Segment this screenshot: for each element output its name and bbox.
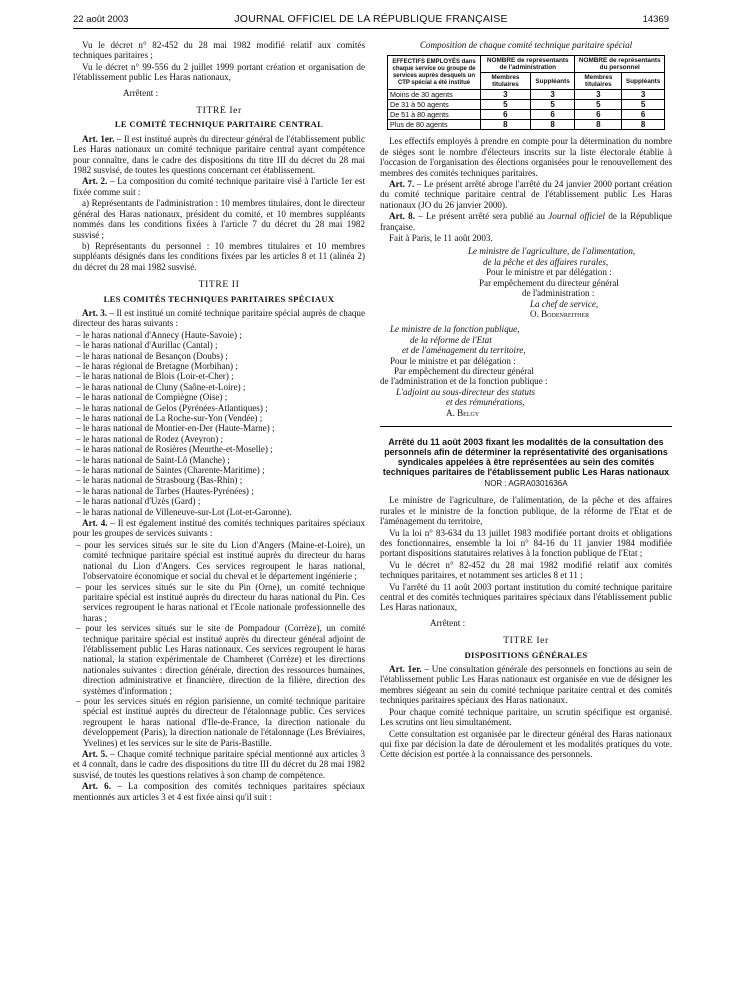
list-item: – le haras national de Blois (Loir-et-Cher) ; xyxy=(76,371,234,382)
nor-reference: NOR : AGRA0301636A xyxy=(484,478,568,488)
signature-block-fonction-publique xyxy=(380,324,672,418)
article-text: – Le présent arrêté abroge l'arrêté du 24 janvier 2000 portant création du comité technique paritaire central de l'établissement public Les Haras nationaux (JO du 26 janvier 2000). xyxy=(380,179,673,210)
section-separator xyxy=(380,426,672,427)
list-item: – pour les services situés sur le site du Pin (Orne), un comité technique paritaire spécial est institué auprès du directeur du haras national du Pin. Ces services regroupent le haras national et l'Ecole nationale professionnelle des haras ; xyxy=(76,581,365,623)
paragraph: Vu l'arrêté du 11 août 2003 portant institution du comité technique paritaire central et des comités techniques paritaires spéciaux dans l'établissement public Les Haras nationaux, xyxy=(380,581,672,613)
list-item: – pour les services situés en région parisienne, un comité technique paritaire spécial est institué auprès du directeur de l'étalonnage public. Ces services regroupent le haras national d'Ile-de-France, la direction nationale du développement (Paris), la direction nationale de l'étalonnage (Les Bréviaires, Yvelines) et les services sur le site de Paris-Bastille. xyxy=(76,695,365,748)
table-cell: Moins de 30 agents xyxy=(388,90,481,100)
titre-subheading: DISPOSITIONS GÉNÉRALES xyxy=(464,649,588,660)
signature-line: Pour le ministre et par délégation : xyxy=(390,355,516,366)
table-cell: 8 xyxy=(622,120,665,130)
article-text: – Il est institué un comité technique paritaire spécial auprès de chaque directeur des haras suivants : xyxy=(73,307,365,329)
titre-heading: TITRE Ier xyxy=(196,105,242,117)
table-header-personnel: NOMBRE de représentants du personnel xyxy=(575,56,665,73)
table-cell: 3 xyxy=(575,90,622,100)
signature-line: et de l'aménagement du territoire, xyxy=(402,345,526,356)
table-row xyxy=(388,90,665,100)
paragraph: Pour chaque comité technique paritaire, un scrutin spécifique est organisé. Les scrutins ont lieu simultanément. xyxy=(380,706,672,728)
list-item: – le haras national de Rodez (Aveyron) ; xyxy=(76,433,224,444)
paragraph: Les effectifs employés à prendre en compte pour la détermination du nombre de sièges sont le nombre d'électeurs inscrits sur la liste électorale établie à l'occasion de l'organisation des élections organisées pour le renouvellement des membres des comités techniques paritaires. xyxy=(380,136,672,178)
list-item: – le haras national de Besançon (Doubs) ; xyxy=(76,350,228,361)
paragraph: Cette consultation est organisée par le directeur général des Haras nationaux qui fixe par décision la date de déroulement et les modalités pratiques du vote. Cette décision est portée à la connaissance des personnels. xyxy=(380,728,672,760)
header-date: 22 août 2003 xyxy=(73,14,129,25)
table-header-row xyxy=(388,56,665,73)
list-item: – le haras national de Cluny (Saône-et-Loire) ; xyxy=(76,381,246,392)
list-item: – le haras national de Gelos (Pyrénées-Atlantiques) ; xyxy=(76,402,268,413)
table-cell: 3 xyxy=(530,90,575,100)
right-column xyxy=(380,40,672,761)
haras-list xyxy=(73,330,365,517)
signature-block-agriculture xyxy=(380,246,672,319)
signature-line: Le ministre de la fonction publique, xyxy=(390,324,520,335)
list-item: – pour les services situés sur le site du Lion d'Angers (Maine-et-Loire), un comité technique paritaire spécial est institué auprès du directeur du haras national du Lion d'Angers. Ces services regroupent le haras national, l'observatoire économique et social du cheval et le département ingénierie ; xyxy=(76,539,365,582)
signature-line: de l'administration et de la fonction publique : xyxy=(380,376,548,387)
page-header xyxy=(73,12,669,28)
article xyxy=(380,179,672,210)
table-subheader: Suppléants xyxy=(622,73,665,90)
titre-heading: TITRE Ier xyxy=(503,635,549,647)
table-row xyxy=(388,120,665,130)
signature-line: de la réforme de l'Etat xyxy=(410,334,492,345)
article xyxy=(73,176,365,197)
paragraph: a) Représentants de l'administration : 10 membres titulaires, dont le directeur général des Haras nationaux, président du comité, et 10 membres suppléants nommés dans les conditions fixées à l'article 7 du décret du 28 mai 1982 susvisé ; xyxy=(73,198,365,240)
article-text: – Chaque comité technique paritaire spécial mentionné aux articles 3 et 4 connaît, dans le cadre des dispositions du titre III du décret du 28 mai 1982 susvisé, de toutes les questions relatives à son champ de compétence. xyxy=(73,749,365,780)
arrete-title: Arrêté du 11 août 2003 fixant les modalités de la consultation des personnels afin de déterminer la représentativité des organisations syndicales appelées à être représentées au sein des comités techniques paritaires de l'établissement public Les Haras nationaux xyxy=(382,436,670,477)
signatory-name: O. Bodenreither xyxy=(530,308,590,319)
signature-line: de l'administration : xyxy=(522,288,595,299)
table-cell: 5 xyxy=(481,100,531,110)
arretent: Arrêtent : xyxy=(123,87,159,98)
table-cell: 8 xyxy=(481,120,531,130)
services-list xyxy=(73,540,365,748)
list-item: – le haras national de Montier-en-Der (Haute-Marne) ; xyxy=(76,423,275,434)
article-text: – Le présent arrêté sera publié au xyxy=(415,211,549,222)
paragraph: b) Représentants du personnel : 10 membres titulaires et 10 membres suppléants désignés dans les conditions fixées par les articles 8 et 11 (alinéa 2) du décret du 28 mai 1982 susvisé. xyxy=(73,240,365,272)
table-cell: 5 xyxy=(530,100,575,110)
list-item: – le haras national de Saint-Lô (Manche) ; xyxy=(76,454,230,465)
article-text: – Il est également institué des comités techniques paritaires spéciaux pour les groupes de services suivants : xyxy=(73,518,365,539)
table-header-effectifs: EFFECTIFS EMPLOYÉS dans chaque service ou groupe de services auprès desquels un CTP spécial a été institué xyxy=(388,56,481,90)
journal-officiel-ref: Journal officiel xyxy=(548,211,606,222)
article-text: – La composition des comités techniques paritaires spéciaux mentionnés aux articles 3 et 4 est fixée ainsi qu'il suit : xyxy=(73,781,366,802)
paragraph: Le ministre de l'agriculture, de l'alimentation, de la pêche et des affaires rurales et le ministre de la fonction publique, de la réforme de l'Etat et de l'aménagement du territoire, xyxy=(380,495,672,527)
signature-line: de la pêche et des affaires rurales, xyxy=(483,256,609,267)
titre-subheading: LE COMITÉ TECHNIQUE PARITAIRE CENTRAL xyxy=(114,119,324,130)
article-label: Art. 4. xyxy=(82,518,108,529)
signature-line: Par empêchement du directeur général xyxy=(479,277,619,288)
signature-line: et des rémunérations, xyxy=(446,397,525,408)
signatory-name: A. Belgy xyxy=(446,407,480,418)
list-item: – le haras national de Rosières (Meurthe-et-Moselle) ; xyxy=(76,444,273,455)
article xyxy=(73,518,365,539)
table-header-administration: NOMBRE de représentants de l'administration xyxy=(481,56,575,73)
list-item: – le haras national de La Roche-sur-Yon (Vendée) ; xyxy=(76,413,263,423)
table-row xyxy=(388,110,665,120)
table-cell: De 31 à 50 agents xyxy=(388,100,481,110)
table-cell: 6 xyxy=(575,110,622,120)
titre-subheading: LES COMITÉS TECHNIQUES PARITAIRES SPÉCIAUX xyxy=(103,293,335,304)
table-caption: Composition de chaque comité technique paritaire spécial xyxy=(419,40,633,50)
article-label: Art. 5. xyxy=(82,749,108,759)
table-subheader: Membres titulaires xyxy=(575,73,622,90)
article-text: de la République française. xyxy=(380,211,672,232)
header-rule xyxy=(73,28,669,29)
article-text: – La composition du comité technique paritaire visé à l'article 1er est fixée comme suit : xyxy=(73,176,365,197)
article-label: Art. 2. xyxy=(82,176,108,187)
list-item: – le haras régional de Bretagne (Morbihan) ; xyxy=(76,360,238,371)
table-subheader: Suppléants xyxy=(530,73,575,90)
signature-line: Par empêchement du directeur général xyxy=(394,365,534,376)
table-cell: 8 xyxy=(575,120,622,130)
table-cell: 8 xyxy=(530,120,575,130)
article xyxy=(380,211,672,232)
table-cell: 6 xyxy=(481,110,531,120)
article-text: – Il est institué auprès du directeur général de l'établissement public Les Haras nationaux un comité technique paritaire central ayant compétence pour connaître, dans le cadre des dispositions du titre III du décret du 28 mai 1982 susvisé, de toutes les questions concernant cet établissement. xyxy=(73,133,365,176)
article xyxy=(73,749,365,780)
signature-line: Le ministre de l'agriculture, de l'alimentation, xyxy=(468,246,636,257)
header-journal-title: JOURNAL OFFICIEL DE LA RÉPUBLIQUE FRANÇAISE xyxy=(234,13,508,25)
article-label: Art. 7. xyxy=(389,179,415,190)
paragraph: Vu le décret n° 82-452 du 28 mai 1982 modifié relatif aux comités techniques paritaires ; xyxy=(73,40,365,61)
article-label: Art. 6. xyxy=(82,781,111,792)
table-cell: Plus de 80 agents xyxy=(388,120,481,130)
article-text: – Une consultation générale des personnels en fonctions au sein de l'établissement public Les Haras nationaux est organisée en vue de désigner les membres siégeant au sein du comité technique paritaire central et des comités techniques paritaires spéciaux des Haras nationaux. xyxy=(380,664,672,706)
article xyxy=(380,664,672,706)
table-cell: 5 xyxy=(575,100,622,110)
article xyxy=(73,134,365,176)
article xyxy=(73,308,365,329)
table-cell: 3 xyxy=(622,90,665,100)
table-cell: 6 xyxy=(530,110,575,120)
article xyxy=(73,781,365,802)
article-label: Art. 3. xyxy=(82,307,108,318)
table-cell: 5 xyxy=(622,100,665,110)
list-item: – le haras national de Saintes (Charente-Maritime) ; xyxy=(76,465,265,476)
list-item: – le haras national de Compiègne (Oise) ; xyxy=(76,392,228,403)
signature-line: Pour le ministre et par délégation : xyxy=(486,267,612,278)
signature-line: L'adjoint au sous-directeur des statuts xyxy=(396,386,536,397)
list-item: – pour les services situés sur le site de Pompadour (Corrèze), un comité technique paritaire spécial est institué auprès du directeur général adjoint de l'établissement public Les Haras nationaux. Ces services regroupent le haras national, la station expérimentale de Chamberet (Corrèze) et les directions nationales suivantes : direction générale, direction des ressources humaines, direction administrative et financière, direction de la filière, direction des systèmes d'information ; xyxy=(76,623,365,696)
left-column xyxy=(73,40,365,803)
table-cell: De 51 à 80 agents xyxy=(388,110,481,120)
table-cell: 6 xyxy=(622,110,665,120)
arretent: Arrêtent : xyxy=(430,617,466,628)
list-item: – le haras national de Tarbes (Hautes-Pyrénées) ; xyxy=(76,485,254,496)
header-page-number: 14369 xyxy=(642,14,669,25)
table-row xyxy=(388,100,665,110)
article-label: Art. 8. xyxy=(389,211,416,222)
list-item: – le haras national d'Uzès (Gard) ; xyxy=(76,496,201,507)
paragraph: Vu le décret n° 82-452 du 28 mai 1982 modifié relatif aux comités techniques paritaires, et notamment ses articles 8 et 11 ; xyxy=(380,559,672,581)
table-cell: 3 xyxy=(481,90,531,100)
list-item: – le haras national d'Aurillac (Cantal) ; xyxy=(76,340,218,351)
paragraph: Vu le décret n° 99-556 du 2 juillet 1999 portant création et organisation de l'établissement public Les Haras nationaux, xyxy=(73,61,365,83)
paragraph: Vu la loi n° 83-634 du 13 juillet 1983 modifiée portant droits et obligations des fonctionnaires, ensemble la loi n° 84-16 du 11 janvier 1984 modifiée portant dispositions statutaires relatives à la fonction publique de l'Etat ; xyxy=(380,527,672,559)
article-label: Art. 1er. xyxy=(389,664,422,675)
table-subheader: Membres titulaires xyxy=(481,73,531,90)
fait-a-paris: Fait à Paris, le 11 août 2003. xyxy=(389,233,493,244)
composition-table xyxy=(387,55,665,130)
signature-line: La chef de service, xyxy=(530,298,599,309)
titre-heading: TITRE II xyxy=(198,279,240,291)
article-label: Art. 1er. xyxy=(82,133,115,144)
list-item: – le haras national de Strasbourg (Bas-Rhin) ; xyxy=(76,475,243,486)
list-item: – le haras national d'Annecy (Haute-Savoie) ; xyxy=(76,329,242,340)
list-item: – le haras national de Villeneuve-sur-Lot (Lot-et-Garonne). xyxy=(76,506,292,517)
